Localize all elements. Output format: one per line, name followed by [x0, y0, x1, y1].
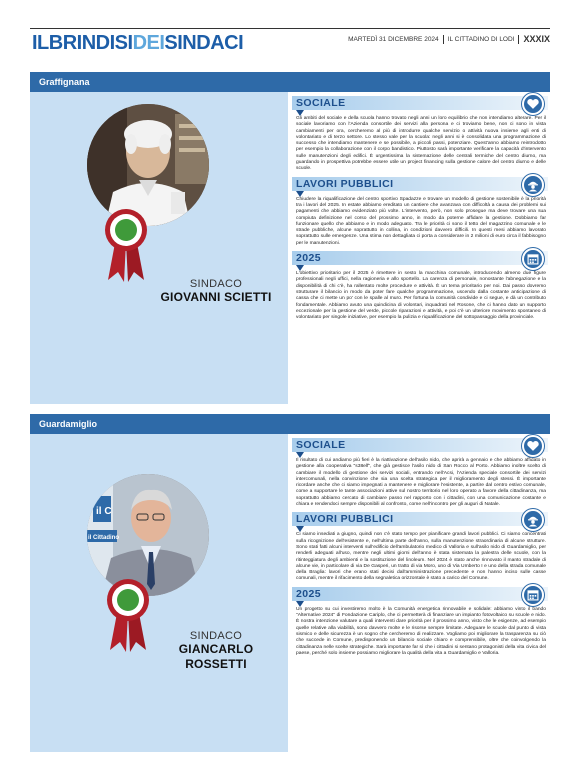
- block-header: [292, 177, 548, 191]
- block-text: Gli ambiti del sociale e della scuola hanno trovato negli anni un loro equilibrio che non intendiamo alterare. Per il sociale lavoriamo con l'Azienda consortile dei servizi alla persona e ci troviamo bene, non ci sono in vista cambiamenti per ora, cercheremo al più di introdurre qualche servizio o attività nuova insieme agli enti di volontariato e di terzo settore. Lo stesso vale per la scuola: negli anni si è consolidata una programmazione di successo che intendiamo mantenere e se possibile, a piccoli passi, potenziare. Quest'anno abbiamo reintrodotto per esempio la collaborazione con il corpo bandistico. Piuttosto sarà importante verificare la capacità d'intervento sulle manutenzioni degli edifici. È urgentissima la sistemazione delle centrali termiche del centro diurno, ma guardando in prospettiva potrebbe essere utile un project financing sulla gestione calore del centro diurno e delle scuole.: [296, 116, 546, 172]
- mayor-role: SINDACO: [189, 278, 243, 290]
- worker-icon: [522, 509, 544, 531]
- heart-icon: [522, 93, 544, 115]
- block-title: 2025: [296, 252, 321, 265]
- block-title: LAVORI PUBBLICI: [296, 177, 394, 190]
- section-body: [30, 434, 550, 752]
- block-sociale: [292, 96, 548, 173]
- issue-date: MARTEDÌ 31 DICEMBRE 2024: [348, 35, 439, 43]
- page-number: XXXIX: [523, 34, 550, 44]
- block-2025: [292, 587, 548, 657]
- rosette-ribbon: [106, 578, 150, 652]
- worker-icon: [522, 174, 544, 196]
- block-text: Un progetto su cui investiremo molto è la Comunità energetica rinnovabile e solidale: abbiamo vinto il bando "Alternative 2024" di Fondazione Cariplo, che ci permetterà di finanziare un impianto fotovoltaico su scuole e nido. È nostra intenzione valutare a quali interventi dare priorità per il prossimo anno, visto che le esigenze, ad esempio quelle relative alla viabilità, sono davvero molte e le risorse sempre limitate. Adeguare le scuole dal punto di vista sismico e delle sicurezza è un sogno che cercheremo di realizzare. Vogliamo poi migliorare la trasparenza su ciò che succede in Comune, predisponendo un bilancio sociale chiaro e comprensibile, oltre che coinvolgendo la cittadinanza nelle scelte strategiche. Sarà importante far sì che i cittadini si sentano protagonisti della vita civica del paese, perché solo insieme possiamo migliorare la qualità della vita a Guardamiglio e Valloria.: [296, 606, 546, 656]
- mayor-caption: [148, 630, 284, 672]
- brand-part-3: SINDACI: [164, 32, 244, 54]
- block-2025: [292, 251, 548, 321]
- publication-name: IL CITTADINO DI LODI: [447, 35, 515, 43]
- mayor-name-last: ROSSETTI: [185, 657, 247, 671]
- section-title: Graffignana: [30, 72, 550, 92]
- content-column: [292, 438, 548, 661]
- brand-part-2: DEI: [132, 32, 165, 54]
- photo-banner-text: il Cittadino: [88, 535, 119, 541]
- rosette-ribbon: [104, 208, 148, 282]
- mayor-panel: [30, 92, 288, 404]
- calendar-icon: [522, 248, 544, 270]
- pointer-marker: [296, 191, 304, 197]
- block-text: L'obiettivo prioritario per il 2025 è rimettere in sesto la macchina comunale, introducendo almeno due figure professionali negli uffici, nella ragioneria e allo sportello. La carenza di personale, nonostante l'abnegazione e la disponibilità di chi c'è, ha rallentato molte procedure e attività. È un tema prioritario per noi. Dai passo dovremo strutturare il bilancio in modo da poter fare qualche programmazione, uscendo dalla costante anticipazione di cassa che ci mette un po' con le spalle al muro. Per fortuna la comunità condivide e ci segue, e dà un contributo fondamentale. Abbiamo avuto una quindicina di volontari, inquadrati nel Rosone, che ci hanno dato un supporto eccezionale per la gestione del verde, piccole riparazioni e attività, e poi c'è un ulteriore movimento spontaneo di volontariato per singole iniziative, per esempio la pulizia e riqualificazione del sottopassaggio della provinciale.: [296, 271, 546, 321]
- meta-divider: [518, 35, 519, 44]
- block-sociale: [292, 438, 548, 508]
- block-title: LAVORI PUBBLICI: [296, 513, 394, 526]
- section-guardamiglio: [30, 414, 550, 752]
- brand-logo: [32, 32, 243, 55]
- meta-divider: [443, 35, 444, 44]
- block-lavori-pubblici: [292, 177, 548, 247]
- heart-icon: [522, 435, 544, 457]
- pointer-marker: [296, 526, 304, 532]
- section-title: Guardamiglio: [30, 414, 550, 434]
- pointer-marker: [296, 601, 304, 607]
- block-text: Chiudere la riqualificazione del centro sportivo Spadazze e trovare un modello di gestione sostenibile è la priorità tra i lavori del 2025. In estate abbiamo ereditato un cantiere che avanzava con difficoltà a causa dei problemi sui pagamenti che abbiamo evidenziato più volte. L'intervento, però, non solo prosegue ma deve trovare una sua compiuta definizione nel corso del prossimo anno, in modo da poterne affidare la gestione. Dobbiamo far funzionare quello che abbiamo e in modo adeguato. Tra le priorità ci sono il tetto del magazzino comunale e le strade pubbliche, alcune soprattutto in collina, in condizioni davvero difficili. In questi mesi abbiamo lavorato soprattutto sulle emergenze. Una stima non dettagliata ci porta a considerare in 2 milioni di euro circa il fabbisogno per le manutenzioni.: [296, 196, 546, 246]
- masthead: [30, 28, 550, 54]
- section-body: [30, 92, 550, 404]
- block-header: [292, 96, 548, 110]
- block-header: [292, 512, 548, 526]
- block-text: Ci siamo insediati a giugno, quindi non c'è stato tempo per pianificare grandi lavori pubblici. Ci siamo concentrati sulla ricognizione dell'esistente e, nell'ultima parte dell'anno, sulla manutenzione straordinaria di alcune strutture. Sono stati fatti alcuni interventi sull'edificio dell'ambulatorio medico di Valloria e sull'asilo nido di Guardamiglio, per renderli adeguati all'uso, mentre negli ultimi giorni dell'anno è stata sistemata la palestra delle scuole, con la ritinteggiatura degli ambienti e la sostituzione del linoleum. Nel 2024 è stato anche rinnovato il manto stradale di alcune vie, in particolare di via De Gasperi, un tratto di via Moro, uno di Via Umberto I e uno della strada comunale della Braglia: lavori che erano stati decisi dall'amministrazione precedente e non hanno inciso sulle casse comunali, mentre il rifacimento della segnaletica orizzontale è stato a carico del Comune.: [296, 532, 546, 582]
- mayor-name-first: GIANCARLO: [178, 642, 254, 656]
- mayor-role: SINDACO: [189, 630, 243, 642]
- brand-part-1: ILBRINDISI: [32, 32, 133, 54]
- pointer-marker: [296, 452, 304, 458]
- block-header: [292, 251, 548, 265]
- calendar-icon: [522, 584, 544, 606]
- mayor-name: GIOVANNI SCIETTI: [160, 290, 272, 304]
- mayor-panel: [30, 434, 288, 752]
- mayor-caption: [148, 278, 284, 305]
- pointer-marker: [296, 265, 304, 271]
- block-title: 2025: [296, 587, 321, 600]
- content-column: [292, 96, 548, 325]
- block-header: [292, 438, 548, 452]
- block-lavori-pubblici: [292, 512, 548, 582]
- masthead-meta: [348, 34, 550, 44]
- block-title: SOCIALE: [296, 439, 346, 451]
- block-title: SOCIALE: [296, 97, 346, 109]
- pointer-marker: [296, 110, 304, 116]
- block-text: Il risultato di cui andiamo più fieri è la riattivazione dell'asilo nido, che aprirà a gennaio e che abbiamo affidato in gestione alla cooperativa "s38elf", che già gestisce l'asilo nido di San Rocco al Porto. Abbiamo inoltre scelto di cambiare il modello di gestione dei servizi sociali, entrando nell'Acsi, l'Azienda speciale consortile dei servizi intercomunali, nella convinzione che sia una scelta strategica per il miglioramento degli stessi. È importante ricordare anche che ci siamo impegnati a mantenere e migliorare l'esistente, a partire dal centro estivo comunale, come a supportare le tante associazioni attive sul nostro territorio nel loro operato a favore della cittadinanza, ma soprattutto abbiamo cercato di cambiare passo nel rapporto con i cittadini, con una comunicazione costante e chiara e rendendoci sempre disponibili al confronto, come nell'incontro per gli auguri di Natale.: [296, 458, 546, 508]
- section-graffignana: [30, 72, 550, 404]
- block-header: [292, 587, 548, 601]
- photo-logo-text: il C: [96, 506, 112, 517]
